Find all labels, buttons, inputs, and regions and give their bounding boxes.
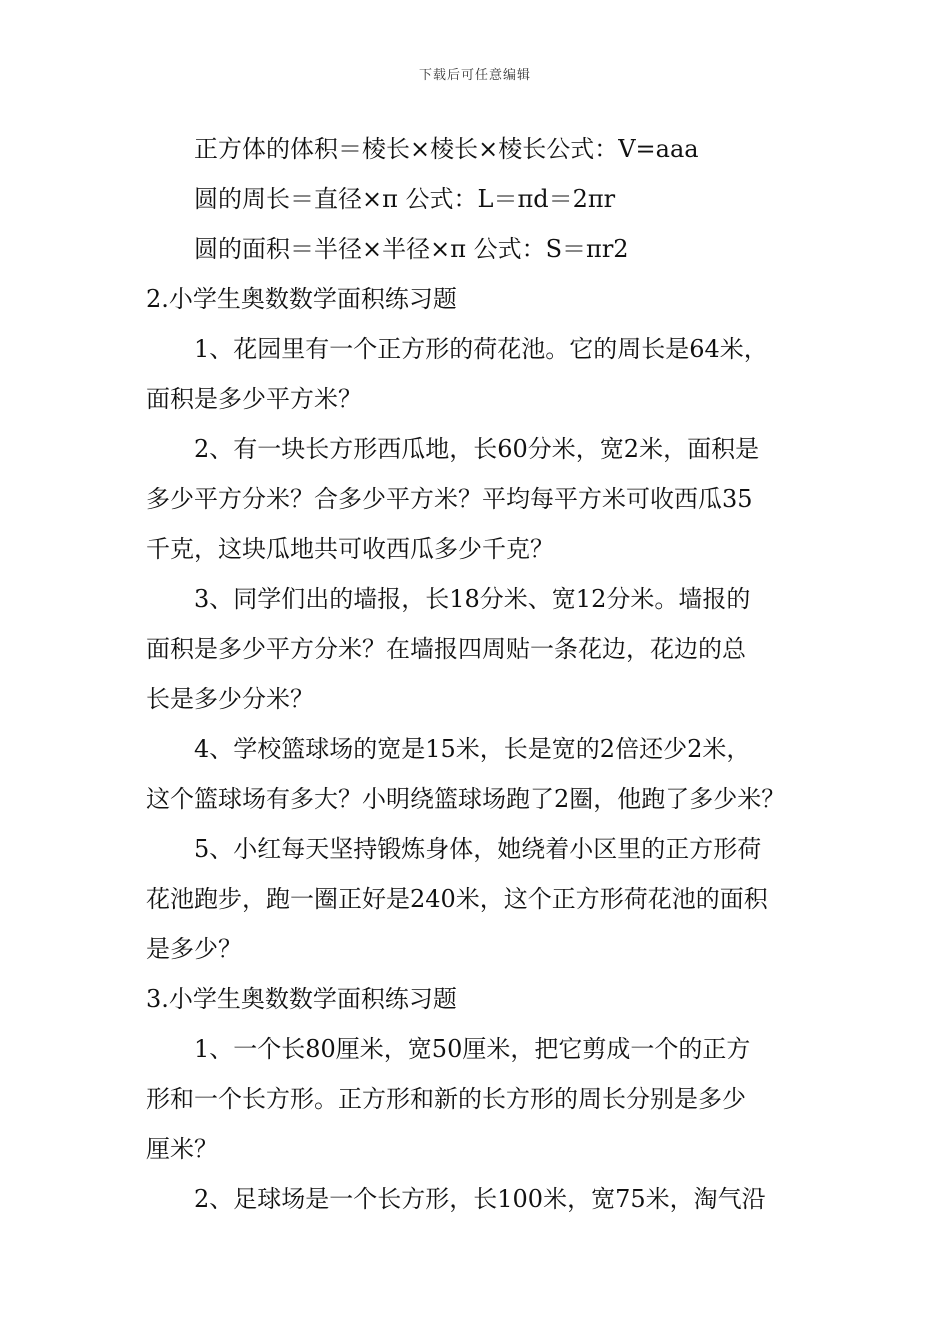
section-heading-3: 3.小学生奥数数学面积练习题 <box>146 985 457 1013</box>
problem-text-line: 1、一个长80厘米，宽50厘米，把它剪成一个的正方 <box>194 1035 751 1063</box>
problem-text-line: 2、有一块长方形西瓜地，长60分米，宽2米，面积是 <box>194 435 760 463</box>
problem-text-line: 形和一个长方形。正方形和新的长方形的周长分别是多少 <box>146 1085 746 1113</box>
section-heading-2: 2.小学生奥数数学面积练习题 <box>146 285 457 313</box>
problem-text-line: 4、学校篮球场的宽是15米，长是宽的2倍还少2米， <box>194 735 751 763</box>
formula-circle-circumference: 圆的周长＝直径×π 公式：L＝πd＝2πr <box>194 185 616 213</box>
problem-text-line: 5、小红每天坚持锻炼身体，她绕着小区里的正方形荷 <box>194 835 762 863</box>
problem-text-line: 多少平方分米？合多少平方米？平均每平方米可收西瓜35 <box>146 485 753 513</box>
problem-text-line: 这个篮球场有多大？小明绕篮球场跑了2圈，他跑了多少米？ <box>146 785 786 813</box>
problem-text-line: 厘米？ <box>146 1135 218 1163</box>
document-body <box>146 124 814 1224</box>
problem-text-line: 是多少？ <box>146 935 242 963</box>
problem-text-line: 3、同学们出的墙报，长18分米、宽12分米。墙报的 <box>194 585 751 613</box>
problem-text-line: 千克，这块瓜地共可收西瓜多少千克？ <box>146 535 554 563</box>
problem-text-line: 2、足球场是一个长方形，长100米，宽75米，淘气沿 <box>194 1185 766 1213</box>
problem-text-line: 面积是多少平方米？ <box>146 385 362 413</box>
problem-text-line: 1、花园里有一个正方形的荷花池。它的周长是64米， <box>194 335 768 363</box>
formula-circle-area: 圆的面积＝半径×半径×π 公式：S＝πr2 <box>194 235 629 263</box>
formula-cube-volume: 正方体的体积＝棱长×棱长×棱长公式：V=aaa <box>194 135 699 163</box>
problem-text-line: 面积是多少平方分米？在墙报四周贴一条花边，花边的总 <box>146 635 746 663</box>
page-header: 下载后可任意编辑 <box>418 68 531 83</box>
problem-text-line: 花池跑步，跑一圈正好是240米，这个正方形荷花池的面积 <box>146 885 768 913</box>
problem-text-line: 长是多少分米？ <box>146 685 314 713</box>
